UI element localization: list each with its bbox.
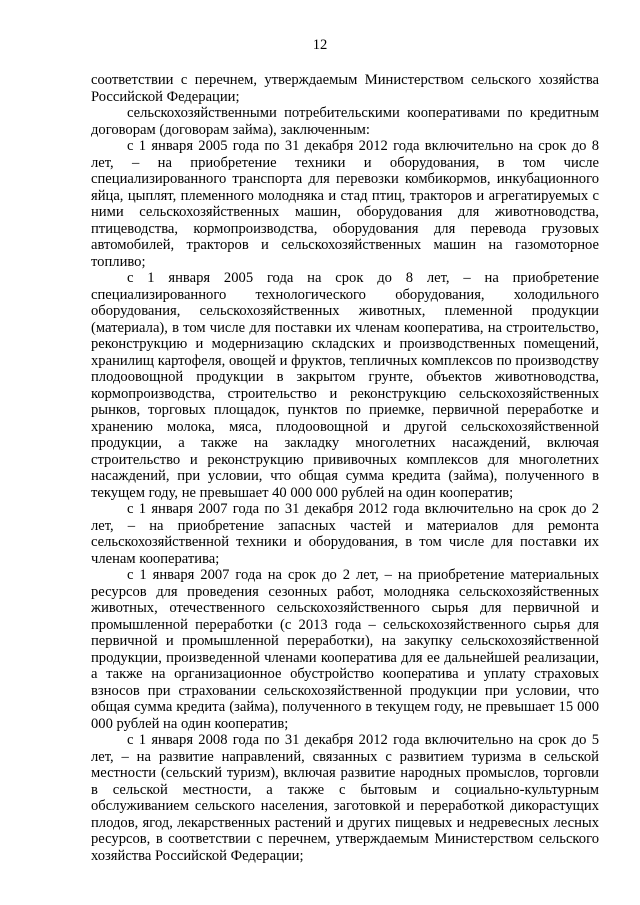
paragraph-2: сельскохозяйственными потребительскими кооперативами по кредитным договорам (договорам займа), заключенным: [91, 105, 599, 138]
paragraph-6: с 1 января 2007 года на срок до 2 лет, – на приобретение материальных ресурсов для проведения сезонных работ, молодняка сельскохозяйственных животных, отечественного сельскохозяйственного сырья для первичной и промышленной переработки (с 2013 года – сельскохозяйственного сырья для первичной и промышленной переработки), на закупку сельскохозяйственной продукции, произведенной членами кооператива для ее дальнейшей реализации, а также на организационное обустройство кооператива и уплату страховых взносов при страховании сельскохозяйственной продукции при условии, что общая сумма кредита (займа), полученного в текущем году, не превышает 15 000 000 рублей на один кооператив; [91, 567, 599, 732]
document-body [91, 72, 599, 864]
paragraph-1: соответствии с перечнем, утверждаемым Министерством сельского хозяйства Российской Федерации; [91, 72, 599, 105]
paragraph-3: с 1 января 2005 года по 31 декабря 2012 года включительно на срок до 8 лет, – на приобретение техники и оборудования, в том числе специализированного транспорта для перевозки комбикормов, инкубационного яйца, цыплят, племенного молодняка и стад птиц, тракторов и агрегатируемых с ними сельскохозяйственных машин, оборудования для животноводства, птицеводства, кормопроизводства, оборудования для перевода грузовых автомобилей, тракторов и сельскохозяйственных машин на газомоторное топливо; [91, 138, 599, 270]
page-number: 12 [312, 37, 328, 53]
paragraph-7: с 1 января 2008 года по 31 декабря 2012 года включительно на срок до 5 лет, – на развитие направлений, связанных с развитием туризма в сельской местности (сельский туризм), включая развитие народных промыслов, торговли в сельской местности, а также с бытовым и социально-культурным обслуживанием сельского населения, заготовкой и переработкой дикорастущих плодов, ягод, лекарственных растений и других пищевых и недревесных лесных ресурсов, в соответствии с перечнем, утверждаемым Министерством сельского хозяйства Российской Федерации; [91, 732, 599, 864]
paragraph-4: с 1 января 2005 года на срок до 8 лет, – на приобретение специализированного технологического оборудования, холодильного оборудования, сельскохозяйственных животных, племенной продукции (материала), в том числе для поставки их членам кооператива, на строительство, реконструкцию и модернизацию складских и производственных помещений, хранилищ картофеля, овощей и фруктов, тепличных комплексов по производству плодоовощной продукции в закрытом грунте, объектов животноводства, кормопроизводства, строительство и реконструкцию сельскохозяйственных рынков, торговых площадок, пунктов по приемке, первичной переработке и хранению молока, мяса, плодоовощной и другой сельскохозяйственной продукции, а также на закладку многолетних насаждений, включая строительство и реконструкцию прививочных комплексов для многолетних насаждений, при условии, что общая сумма кредита (займа), полученного в текущем году, не превышает 40 000 000 рублей на один кооператив; [91, 270, 599, 501]
paragraph-5: с 1 января 2007 года по 31 декабря 2012 года включительно на срок до 2 лет, – на приобретение запасных частей и материалов для ремонта сельскохозяйственной техники и оборудования, в том числе для поставки их членам кооператива; [91, 501, 599, 567]
